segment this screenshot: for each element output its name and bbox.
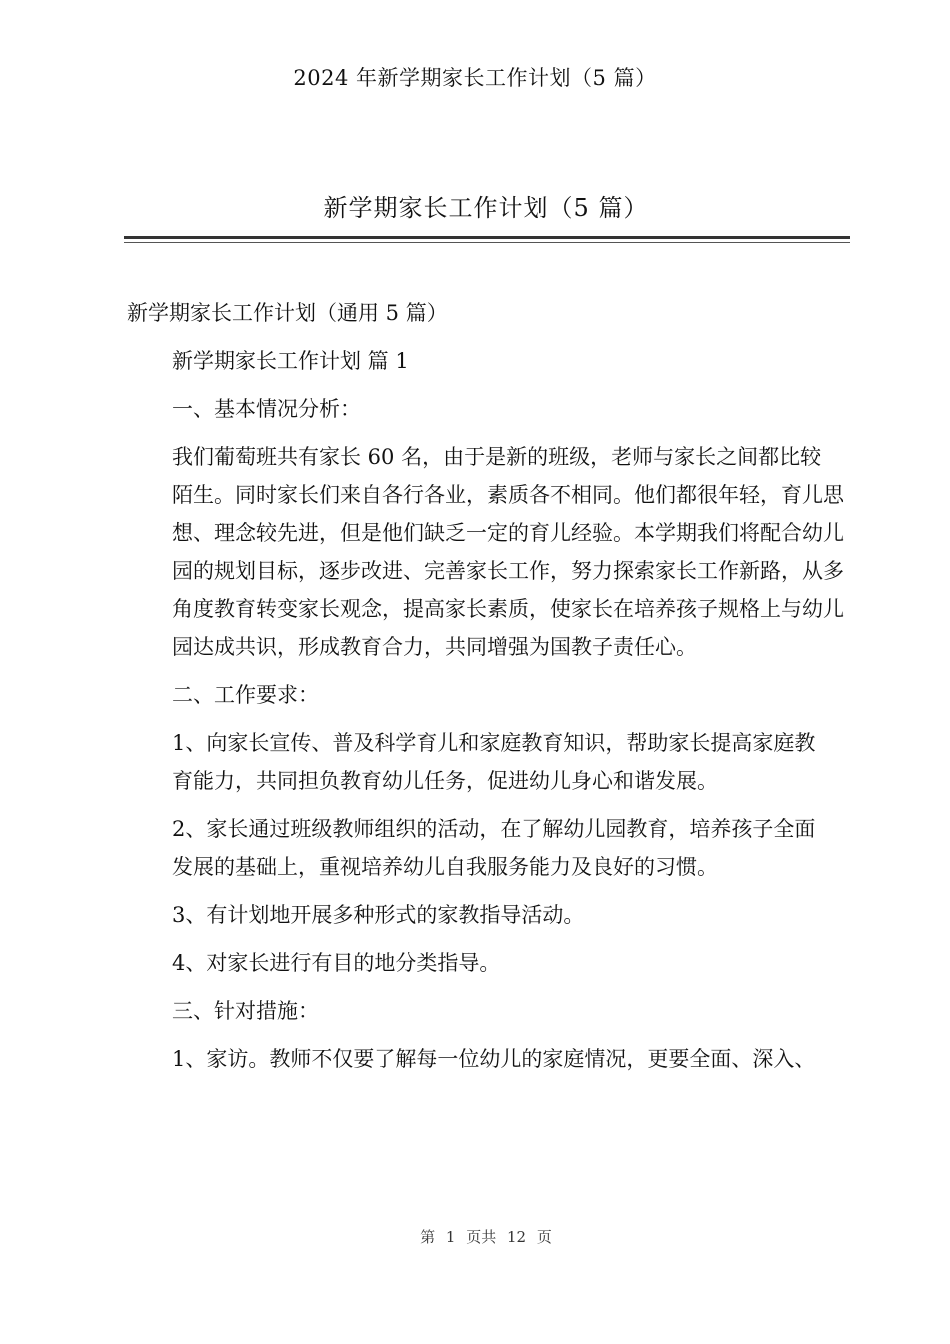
page-footer: 第 1 页共 12 页: [420, 1228, 552, 1246]
paragraph: [127, 724, 849, 800]
paragraph-line: 3、有计划地开展多种形式的家教指导活动。: [172, 903, 585, 927]
paragraph-line: 园的规划目标，逐步改进、完善家长工作，努力探索家长工作新路，从多: [172, 559, 844, 583]
paragraph-line: 2、家长通过班级教师组织的活动，在了解幼儿园教育，培养孩子全面: [172, 817, 816, 841]
document-title: 新学期家长工作计划（5 篇）: [323, 194, 649, 222]
title-divider: [124, 236, 850, 239]
paragraph-line: 新学期家长工作计划 篇 1: [172, 349, 409, 373]
document-body: [127, 294, 849, 1088]
paragraph-line: 我们葡萄班共有家长 60 名，由于是新的班级，老师与家长之间都比较: [172, 445, 822, 469]
paragraph: [127, 676, 849, 714]
paragraph-line: 二、工作要求：: [172, 683, 319, 707]
paragraph: [127, 992, 849, 1030]
paragraph-line: 三、针对措施：: [172, 999, 319, 1023]
paragraph-line: 4、对家长进行有目的地分类指导。: [172, 951, 501, 975]
paragraph-line: 园达成共识，形成教育合力，共同增强为国教子责任心。: [172, 635, 697, 659]
paragraph: [127, 944, 849, 982]
paragraph-line: 角度教育转变家长观念，提高家长素质，使家长在培养孩子规格上与幼儿: [172, 597, 844, 621]
paragraph-line: 一、基本情况分析：: [172, 397, 361, 421]
paragraph: [127, 438, 849, 666]
paragraph-line: 陌生。同时家长们来自各行各业，素质各不相同。他们都很年轻，育儿思: [172, 483, 844, 507]
paragraph-line: 发展的基础上，重视培养幼儿自我服务能力及良好的习惯。: [172, 855, 718, 879]
page-header-title: 2024 年新学期家长工作计划（5 篇）: [293, 66, 657, 90]
paragraph-line: 1、家访。教师不仅要了解每一位幼儿的家庭情况，更要全面、深入、: [172, 1047, 816, 1071]
paragraph: [127, 294, 849, 332]
title-divider-thin: [124, 242, 850, 243]
paragraph: [127, 896, 849, 934]
paragraph-line: 新学期家长工作计划（通用 5 篇）: [127, 301, 448, 325]
paragraph: [127, 390, 849, 428]
paragraph: [127, 342, 849, 380]
paragraph-line: 1、向家长宣传、普及科学育儿和家庭教育知识，帮助家长提高家庭教: [172, 731, 816, 755]
paragraph-line: 育能力，共同担负教育幼儿任务，促进幼儿身心和谐发展。: [172, 769, 718, 793]
paragraph: [127, 810, 849, 886]
paragraph-line: 想、理念较先进，但是他们缺乏一定的育儿经验。本学期我们将配合幼儿: [172, 521, 844, 545]
paragraph: [127, 1040, 849, 1078]
